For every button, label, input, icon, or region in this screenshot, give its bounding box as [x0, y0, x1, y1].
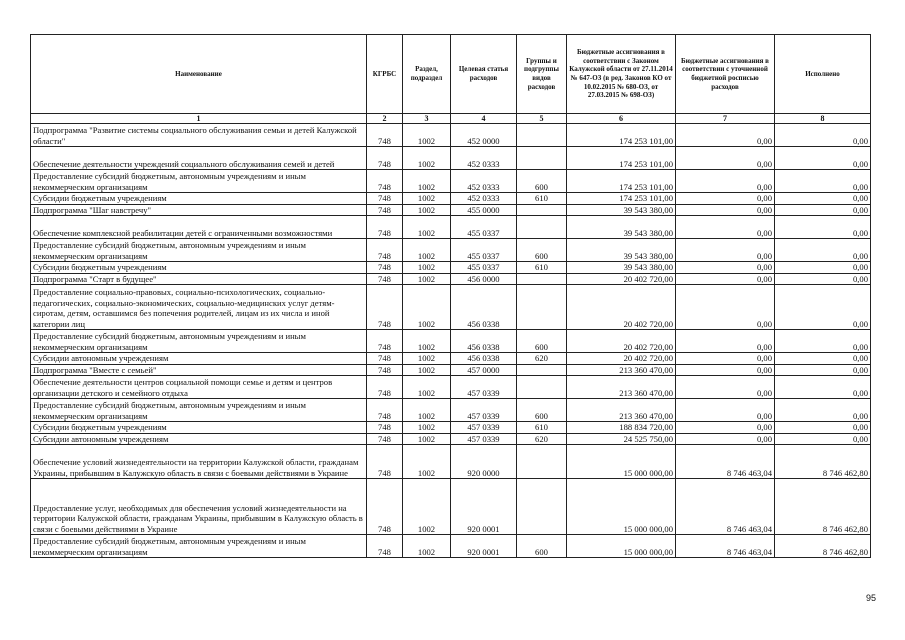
row-executed: 0,00 [775, 364, 871, 376]
row-executed: 8 746 462,80 [775, 535, 871, 558]
row-target-article: 455 0337 [451, 239, 517, 262]
row-name: Субсидии бюджетным учреждениям [31, 422, 367, 434]
header-kgrbs: КГРБС [367, 35, 403, 114]
row-razdel: 1002 [403, 364, 451, 376]
row-kgrbs: 748 [367, 433, 403, 445]
col-number: 4 [451, 114, 517, 124]
row-razdel: 1002 [403, 170, 451, 193]
row-kgrbs: 748 [367, 204, 403, 216]
row-assigned-refined: 0,00 [676, 353, 775, 365]
row-name: Предоставление субсидий бюджетным, автономным учреждениям и иным некоммерческим организациям [31, 399, 367, 422]
table-row [31, 376, 871, 399]
row-executed: 8 746 462,80 [775, 445, 871, 479]
row-razdel: 1002 [403, 433, 451, 445]
table-row [31, 364, 871, 376]
row-assigned-refined: 0,00 [676, 433, 775, 445]
row-kgrbs: 748 [367, 147, 403, 170]
table-row [31, 535, 871, 558]
row-assigned-law: 39 543 380,00 [567, 239, 676, 262]
row-expense-group: 610 [517, 262, 567, 274]
row-name: Обеспечение деятельности центров социальной помощи семье и детям и центров организации детского и семейного отдыха [31, 376, 367, 399]
row-assigned-law: 213 360 470,00 [567, 364, 676, 376]
table-row [31, 262, 871, 274]
row-razdel: 1002 [403, 399, 451, 422]
row-executed: 0,00 [775, 422, 871, 434]
row-assigned-law: 15 000 000,00 [567, 535, 676, 558]
row-kgrbs: 748 [367, 170, 403, 193]
row-kgrbs: 748 [367, 285, 403, 330]
row-name: Субсидии автономным учреждениям [31, 353, 367, 365]
row-name: Предоставление социально-правовых, социально-психологических, социально-педагогических, социально-экономических, социально-медицинских услуг детям-сиротам, детям, оставшимся без попечения родителей, лицам из их числа и иной категории лиц [31, 285, 367, 330]
table-row [31, 273, 871, 285]
header-row [31, 35, 871, 114]
row-name: Предоставление субсидий бюджетным, автономным учреждениям и иным некоммерческим организациям [31, 239, 367, 262]
row-kgrbs: 748 [367, 216, 403, 239]
row-name: Предоставление услуг, необходимых для обеспечения условий жизнедеятельности на территории Калужской области, гражданам Украины, прибывшим в Калужскую область в связи с боевыми действиями в Украине [31, 479, 367, 535]
table-row [31, 124, 871, 147]
row-target-article: 920 0000 [451, 445, 517, 479]
row-target-article: 456 0338 [451, 330, 517, 353]
row-kgrbs: 748 [367, 422, 403, 434]
row-name: Подпрограмма "Старт в будущее" [31, 273, 367, 285]
row-executed: 0,00 [775, 204, 871, 216]
row-expense-group [517, 147, 567, 170]
row-expense-group: 600 [517, 170, 567, 193]
row-target-article: 452 0333 [451, 193, 517, 205]
row-executed: 0,00 [775, 433, 871, 445]
table-row [31, 285, 871, 330]
row-executed: 0,00 [775, 376, 871, 399]
row-expense-group [517, 216, 567, 239]
row-name: Обеспечение условий жизнедеятельности на территории Калужской области, гражданам Украины, прибывшим в Калужскую область в связи с боевыми действиями в Украине [31, 445, 367, 479]
row-executed: 0,00 [775, 239, 871, 262]
table-body [31, 124, 871, 558]
row-assigned-refined: 0,00 [676, 147, 775, 170]
table-row [31, 216, 871, 239]
row-target-article: 920 0001 [451, 479, 517, 535]
row-expense-group [517, 479, 567, 535]
row-executed: 0,00 [775, 330, 871, 353]
row-executed: 0,00 [775, 273, 871, 285]
row-razdel: 1002 [403, 124, 451, 147]
row-target-article: 455 0337 [451, 216, 517, 239]
col-number: 5 [517, 114, 567, 124]
row-assigned-law: 20 402 720,00 [567, 353, 676, 365]
row-expense-group: 610 [517, 422, 567, 434]
row-kgrbs: 748 [367, 262, 403, 274]
row-razdel: 1002 [403, 147, 451, 170]
row-razdel: 1002 [403, 535, 451, 558]
row-expense-group: 610 [517, 193, 567, 205]
row-name: Предоставление субсидий бюджетным, автономным учреждениям и иным некоммерческим организациям [31, 535, 367, 558]
row-kgrbs: 748 [367, 445, 403, 479]
row-razdel: 1002 [403, 422, 451, 434]
row-assigned-refined: 8 746 463,04 [676, 535, 775, 558]
table-row [31, 239, 871, 262]
row-executed: 0,00 [775, 262, 871, 274]
header-assign-law: Бюджетные ассигнования в соответствии с Законом Калужской области от 27.11.2014 № 647-ОЗ (в ред. Законов КО от 10.02.2015 № 680-ОЗ, от 27.03.2015 № 698-ОЗ) [567, 35, 676, 114]
row-executed: 0,00 [775, 170, 871, 193]
row-expense-group: 600 [517, 399, 567, 422]
row-name: Субсидии бюджетным учреждениям [31, 193, 367, 205]
row-kgrbs: 748 [367, 353, 403, 365]
table-row [31, 204, 871, 216]
row-assigned-law: 174 253 101,00 [567, 193, 676, 205]
table-row [31, 330, 871, 353]
row-assigned-law: 24 525 750,00 [567, 433, 676, 445]
row-assigned-refined: 0,00 [676, 170, 775, 193]
row-expense-group: 620 [517, 433, 567, 445]
row-target-article: 456 0338 [451, 285, 517, 330]
row-executed: 0,00 [775, 216, 871, 239]
header-razdel: Раздел, подраздел [403, 35, 451, 114]
row-name: Субсидии автономным учреждениям [31, 433, 367, 445]
row-kgrbs: 748 [367, 479, 403, 535]
row-assigned-refined: 8 746 463,04 [676, 445, 775, 479]
row-expense-group [517, 204, 567, 216]
row-expense-group [517, 124, 567, 147]
row-assigned-law: 213 360 470,00 [567, 399, 676, 422]
header-assign-refined: Бюджетные ассигнования в соответствии с уточненной бюджетной росписью расходов [676, 35, 775, 114]
row-target-article: 457 0339 [451, 433, 517, 445]
row-razdel: 1002 [403, 376, 451, 399]
column-numbers-row [31, 114, 871, 124]
col-number: 3 [403, 114, 451, 124]
table-row [31, 445, 871, 479]
row-kgrbs: 748 [367, 535, 403, 558]
row-executed: 0,00 [775, 399, 871, 422]
row-assigned-refined: 0,00 [676, 273, 775, 285]
row-assigned-refined: 0,00 [676, 376, 775, 399]
table-row [31, 422, 871, 434]
row-name: Обеспечение деятельности учреждений социального обслуживания семей и детей [31, 147, 367, 170]
row-target-article: 457 0339 [451, 399, 517, 422]
row-assigned-refined: 0,00 [676, 285, 775, 330]
row-razdel: 1002 [403, 479, 451, 535]
row-razdel: 1002 [403, 445, 451, 479]
row-name: Обеспечение комплексной реабилитации детей с ограниченными возможностями [31, 216, 367, 239]
row-assigned-law: 39 543 380,00 [567, 262, 676, 274]
row-kgrbs: 748 [367, 239, 403, 262]
budget-table [30, 34, 871, 558]
col-number: 8 [775, 114, 871, 124]
col-number: 2 [367, 114, 403, 124]
row-assigned-law: 39 543 380,00 [567, 216, 676, 239]
row-assigned-law: 174 253 101,00 [567, 124, 676, 147]
row-target-article: 920 0001 [451, 535, 517, 558]
row-assigned-refined: 0,00 [676, 422, 775, 434]
row-target-article: 452 0333 [451, 170, 517, 193]
table-row [31, 147, 871, 170]
row-kgrbs: 748 [367, 330, 403, 353]
row-kgrbs: 748 [367, 273, 403, 285]
row-expense-group [517, 445, 567, 479]
row-name: Субсидии бюджетным учреждениям [31, 262, 367, 274]
row-razdel: 1002 [403, 330, 451, 353]
row-executed: 8 746 462,80 [775, 479, 871, 535]
row-name: Предоставление субсидий бюджетным, автономным учреждениям и иным некоммерческим организациям [31, 330, 367, 353]
col-number: 1 [31, 114, 367, 124]
table-row [31, 399, 871, 422]
header-name: Наименование [31, 35, 367, 114]
row-assigned-refined: 0,00 [676, 262, 775, 274]
row-target-article: 455 0000 [451, 204, 517, 216]
page-number: 95 [866, 593, 877, 603]
row-target-article: 452 0000 [451, 124, 517, 147]
row-executed: 0,00 [775, 193, 871, 205]
row-expense-group: 620 [517, 353, 567, 365]
row-assigned-refined: 0,00 [676, 216, 775, 239]
row-assigned-law: 15 000 000,00 [567, 479, 676, 535]
row-assigned-law: 174 253 101,00 [567, 147, 676, 170]
row-razdel: 1002 [403, 216, 451, 239]
table-row [31, 353, 871, 365]
row-assigned-refined: 0,00 [676, 124, 775, 147]
row-assigned-law: 15 000 000,00 [567, 445, 676, 479]
row-razdel: 1002 [403, 285, 451, 330]
row-expense-group [517, 285, 567, 330]
row-razdel: 1002 [403, 193, 451, 205]
row-target-article: 457 0339 [451, 422, 517, 434]
row-name: Подпрограмма "Развитие системы социального обслуживания семьи и детей Калужской области" [31, 124, 367, 147]
row-assigned-law: 20 402 720,00 [567, 273, 676, 285]
row-razdel: 1002 [403, 273, 451, 285]
row-assigned-refined: 0,00 [676, 364, 775, 376]
row-kgrbs: 748 [367, 364, 403, 376]
row-assigned-law: 188 834 720,00 [567, 422, 676, 434]
row-executed: 0,00 [775, 285, 871, 330]
table-row [31, 433, 871, 445]
row-assigned-refined: 0,00 [676, 330, 775, 353]
row-kgrbs: 748 [367, 376, 403, 399]
row-assigned-refined: 0,00 [676, 239, 775, 262]
row-expense-group [517, 273, 567, 285]
row-executed: 0,00 [775, 124, 871, 147]
row-target-article: 457 0339 [451, 376, 517, 399]
row-assigned-refined: 0,00 [676, 193, 775, 205]
row-target-article: 457 0000 [451, 364, 517, 376]
row-kgrbs: 748 [367, 399, 403, 422]
row-assigned-law: 20 402 720,00 [567, 330, 676, 353]
row-target-article: 455 0337 [451, 262, 517, 274]
table-row [31, 170, 871, 193]
row-name: Подпрограмма "Шаг навстречу" [31, 204, 367, 216]
row-assigned-law: 174 253 101,00 [567, 170, 676, 193]
row-razdel: 1002 [403, 262, 451, 274]
row-expense-group [517, 364, 567, 376]
row-kgrbs: 748 [367, 124, 403, 147]
row-assigned-refined: 0,00 [676, 399, 775, 422]
row-assigned-refined: 0,00 [676, 204, 775, 216]
col-number: 7 [676, 114, 775, 124]
row-razdel: 1002 [403, 239, 451, 262]
row-expense-group: 600 [517, 330, 567, 353]
row-kgrbs: 748 [367, 193, 403, 205]
col-number: 6 [567, 114, 676, 124]
row-target-article: 456 0338 [451, 353, 517, 365]
row-razdel: 1002 [403, 353, 451, 365]
row-assigned-law: 20 402 720,00 [567, 285, 676, 330]
row-target-article: 456 0000 [451, 273, 517, 285]
header-gruppy: Группы и подгруппы видов расходов [517, 35, 567, 114]
row-assigned-law: 39 543 380,00 [567, 204, 676, 216]
table-row [31, 479, 871, 535]
row-razdel: 1002 [403, 204, 451, 216]
header-ispolneno: Исполнено [775, 35, 871, 114]
row-assigned-law: 213 360 470,00 [567, 376, 676, 399]
row-executed: 0,00 [775, 353, 871, 365]
row-expense-group [517, 376, 567, 399]
row-executed: 0,00 [775, 147, 871, 170]
row-expense-group: 600 [517, 239, 567, 262]
table-row [31, 193, 871, 205]
row-expense-group: 600 [517, 535, 567, 558]
header-celevaya: Целевая статья расходов [451, 35, 517, 114]
row-name: Предоставление субсидий бюджетным, автономным учреждениям и иным некоммерческим организациям [31, 170, 367, 193]
row-assigned-refined: 8 746 463,04 [676, 479, 775, 535]
row-target-article: 452 0333 [451, 147, 517, 170]
row-name: Подпрограмма "Вместе с семьей" [31, 364, 367, 376]
budget-table-container [30, 34, 870, 558]
